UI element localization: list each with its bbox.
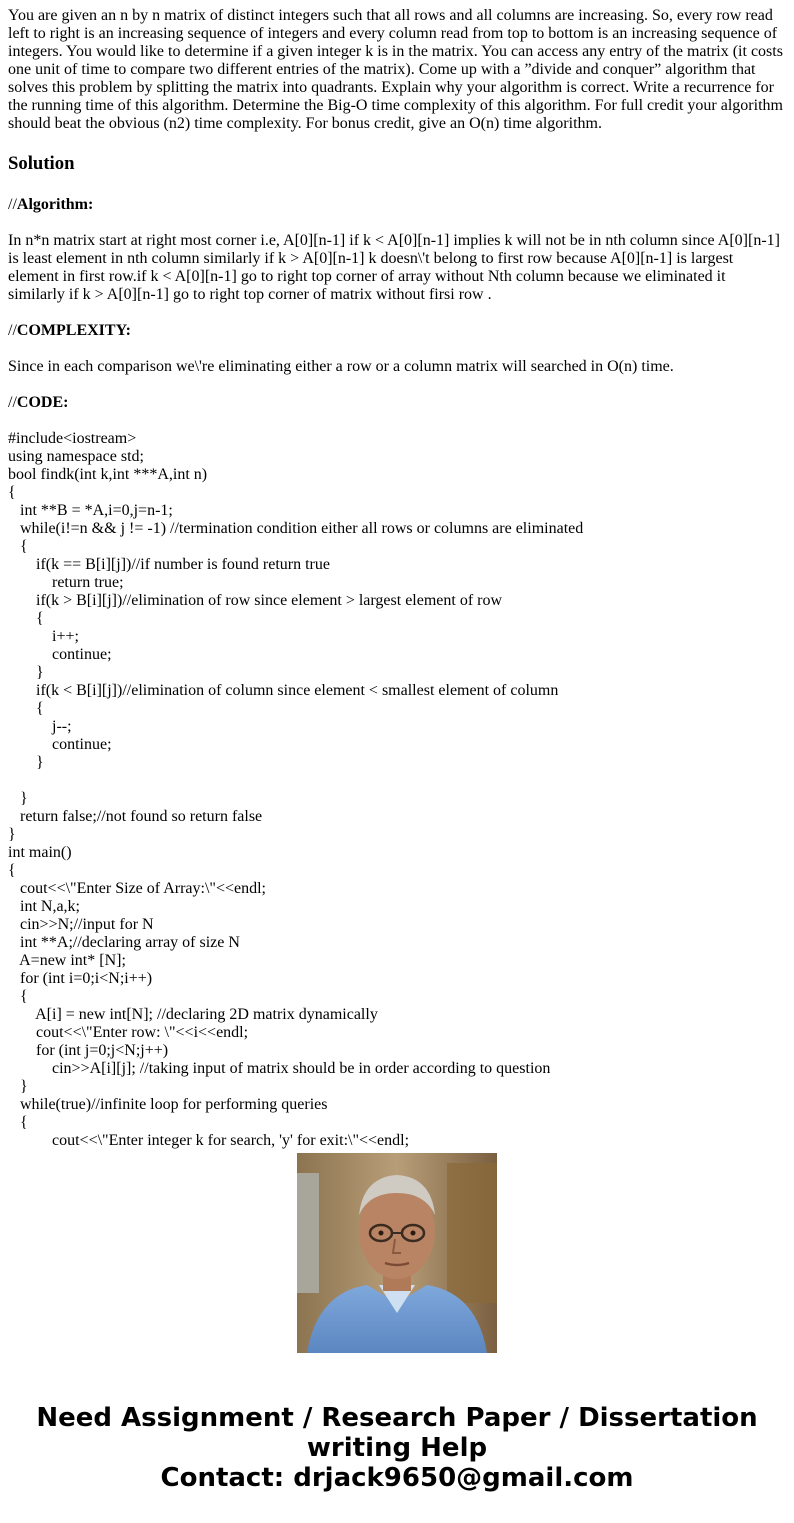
- code-line: cout<<\"Enter row: \"<<i<<endl;: [8, 1024, 249, 1041]
- author-photo: [297, 1153, 497, 1353]
- code-line: {: [8, 538, 28, 555]
- complexity-text: Since in each comparison we\'re eliminating either a row or a column matrix will searched in O(n) time.: [8, 358, 674, 375]
- algorithm-heading: Algorithm:: [16, 196, 94, 213]
- code-block: [8, 430, 786, 1150]
- code-line: cout<<\"Enter Size of Array:\"<<endl;: [8, 880, 266, 897]
- solution-content: [8, 7, 786, 1149]
- code-line: A[i] = new int[N]; //declaring 2D matrix dynamically: [8, 1006, 378, 1023]
- code-line: using namespace std;: [8, 448, 144, 465]
- promo-section: [0, 1150, 794, 1523]
- code-line: int main(): [8, 844, 72, 861]
- promo-line-2: writing Help: [306, 1433, 488, 1463]
- comment-prefix: //: [8, 196, 17, 213]
- author-avatar: [297, 1153, 497, 1353]
- complexity-heading: COMPLEXITY:: [16, 322, 131, 339]
- code-line: cin>>N;//input for N: [8, 916, 154, 933]
- code-line: return false;//not found so return false: [8, 808, 263, 825]
- code-line: cout<<\"Enter integer k for search, 'y' for exit:\"<<endl;: [8, 1132, 410, 1149]
- code-line: }: [8, 664, 44, 681]
- code-line: [8, 772, 786, 790]
- code-line: {: [8, 862, 16, 879]
- code-line: return true;: [8, 574, 124, 591]
- code-line: if(k > B[i][j])//elimination of row since element > largest element of row: [8, 592, 503, 609]
- code-line: j--;: [8, 718, 72, 735]
- algorithm-label: [8, 196, 786, 214]
- code-line: cin>>A[i][j]; //taking input of matrix should be in order according to question: [8, 1060, 551, 1077]
- comment-prefix: //: [8, 322, 17, 339]
- code-line: {: [8, 700, 44, 717]
- code-line: for (int i=0;i<N;i++): [8, 970, 153, 987]
- question-text: You are given an n by n matrix of distinct integers such that all rows and all columns are increasing. So, every row read left to right is an increasing sequence of integers and every column read from top to bottom is an increasing sequence of integers. You would like to determine if a given integer k is in the matrix. You can access any entry of the matrix (it costs one unit of time to compare two different entries of the matrix). Come up with a ”divide and conquer” algorithm that solves this problem by splitting the matrix into quadrants. Explain why your algorithm is correct. Write a recurrence for the running time of this algorithm. Determine the Big-O time complexity of this algorithm. For full credit your algorithm should beat the obvious (n2) time complexity. For bonus credit, give an O(n) time algorithm.: [8, 7, 783, 132]
- code-line: #include<iostream>: [8, 430, 137, 447]
- code-line: i++;: [8, 628, 79, 645]
- code-line: {: [8, 610, 44, 627]
- code-line: A=new int* [N];: [8, 952, 126, 969]
- code-label: [8, 394, 786, 412]
- code-line: }: [8, 754, 44, 771]
- code-line: while(true)//infinite loop for performing queries: [8, 1096, 328, 1113]
- code-line: bool findk(int k,int ***A,int n): [8, 466, 208, 483]
- promo-contact: Contact: drjack9650@gmail.com: [160, 1463, 634, 1493]
- promo-line-1: Need Assignment / Research Paper / Dissertation: [36, 1403, 758, 1433]
- code-line: }: [8, 790, 28, 807]
- code-line: }: [8, 826, 16, 843]
- code-line: for (int j=0;j<N;j++): [8, 1042, 169, 1059]
- code-line: {: [8, 988, 28, 1005]
- code-line: }: [8, 1078, 28, 1095]
- solution-heading: Solution: [8, 153, 75, 174]
- promo-text: [0, 1403, 794, 1493]
- code-heading: CODE:: [16, 394, 69, 411]
- code-line: int N,a,k;: [8, 898, 80, 915]
- code-line: while(i!=n && j != -1) //termination condition either all rows or columns are eliminated: [8, 520, 584, 537]
- code-line: if(k == B[i][j])//if number is found return true: [8, 556, 330, 573]
- code-line: int **A;//declaring array of size N: [8, 934, 240, 951]
- code-line: {: [8, 484, 16, 501]
- comment-prefix: //: [8, 394, 17, 411]
- code-line: if(k < B[i][j])//elimination of column since element < smallest element of column: [8, 682, 559, 699]
- algorithm-text: In n*n matrix start at right most corner i.e, A[0][n-1] if k < A[0][n-1] implies k will not be in nth column since A[0][n-1] is least element in nth column similarly if k > A[0][n-1] k doesn\'t belong to first row because A[0][n-1] is largest element in first row.if k < A[0][n-1] go to right top corner of array without Nth column because we eliminated it similarly if k > A[0][n-1] go to right top corner of matrix without firsi row .: [8, 232, 780, 303]
- code-line: {: [8, 1114, 28, 1131]
- code-line: continue;: [8, 646, 112, 663]
- complexity-label: [8, 322, 786, 340]
- code-line: int **B = *A,i=0,j=n-1;: [8, 502, 173, 519]
- code-line: continue;: [8, 736, 112, 753]
